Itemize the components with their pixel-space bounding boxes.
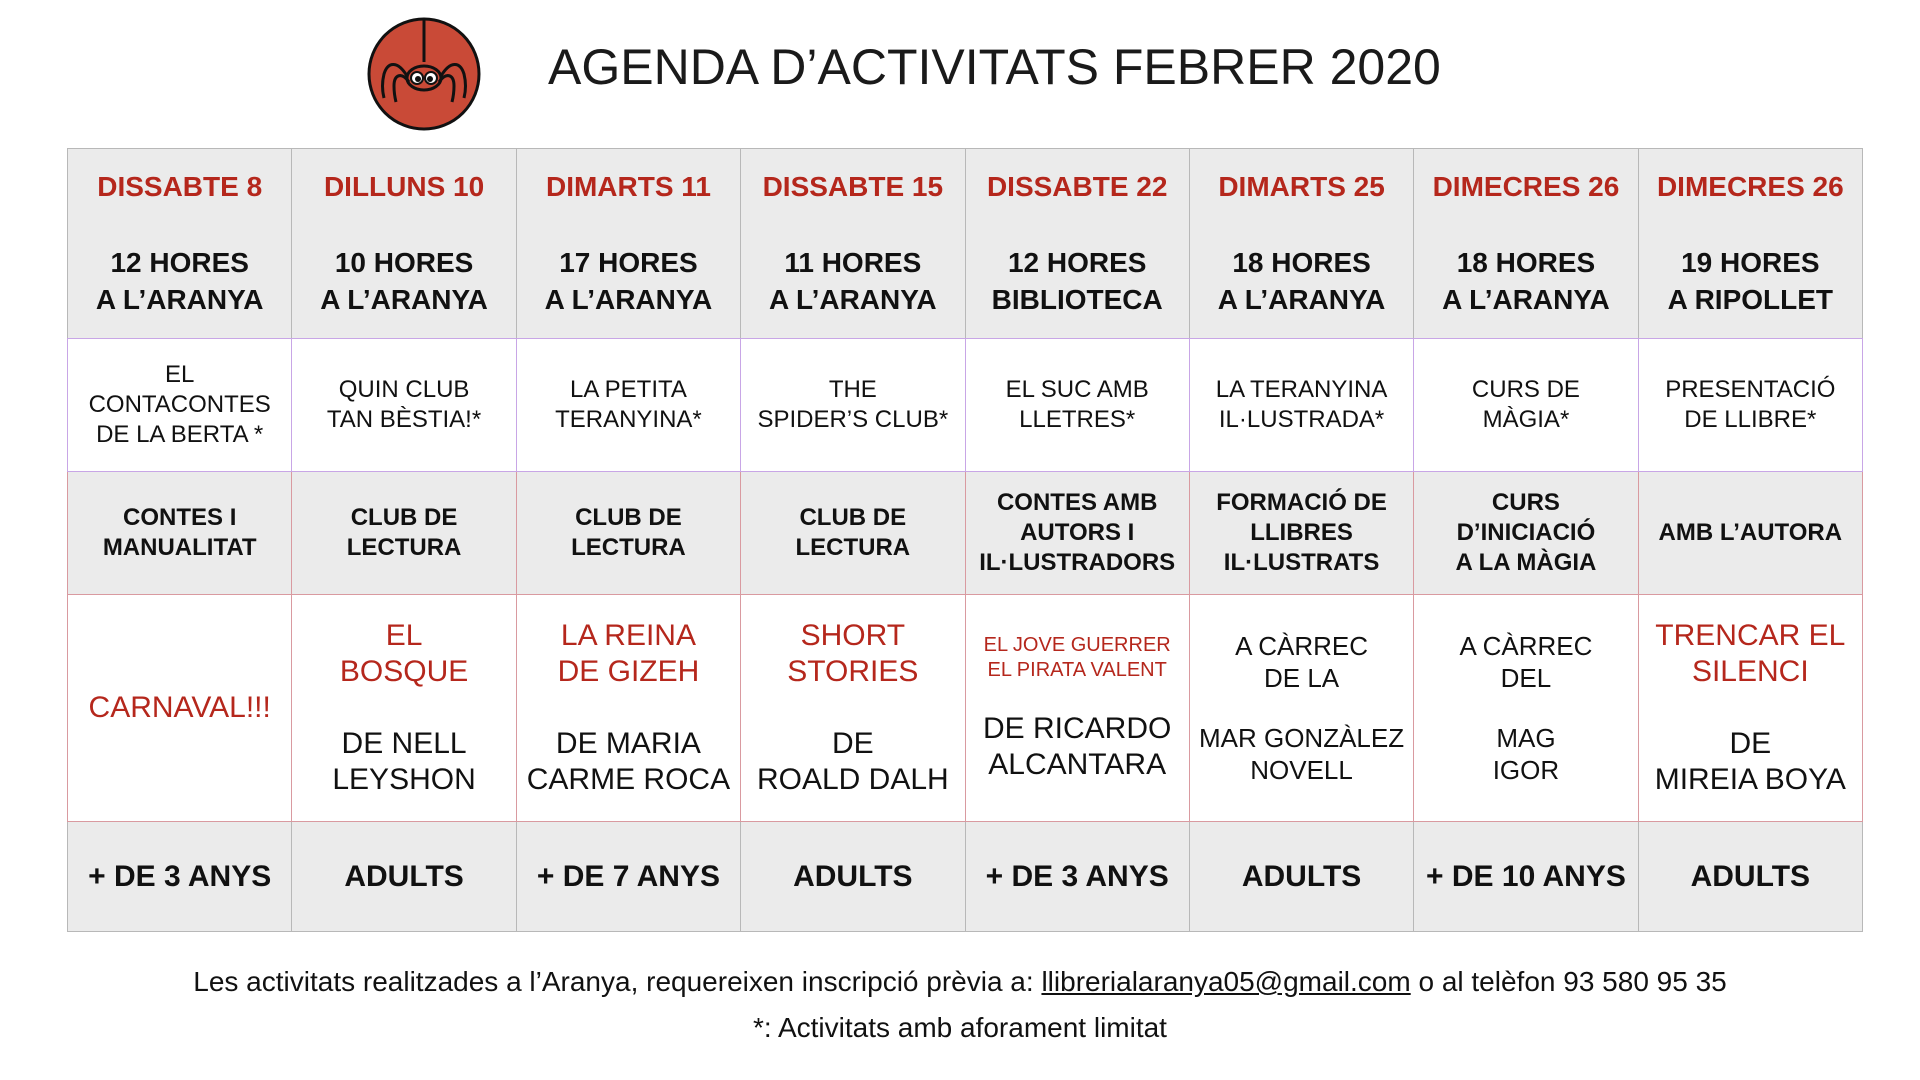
activity-title [970,375,1185,435]
book-title-line: BOSQUE [339,655,469,688]
row-title [68,339,1863,472]
activity-title-cell [1638,339,1862,472]
book-author-cell [1414,595,1638,822]
book-author [521,726,736,798]
day-label: DIMARTS 11 [545,170,711,202]
activity-title-cell [68,339,292,472]
book-title [521,618,736,690]
book-author-cell [292,595,516,822]
book-author-cell [68,595,292,822]
host-name [1194,722,1409,786]
activity-title-line: CURS DE [1471,376,1580,403]
book-title-line: TRENCAR EL [1655,619,1846,652]
activity-type-cell [292,472,516,595]
activity-type-line: AUTORS I [1020,519,1135,546]
book-author-line: ROALD DALH [756,763,949,796]
book-title [970,633,1185,683]
activity-title-line: EL [165,361,195,388]
activity-type-cell [741,472,965,595]
activity-title-line: LA TERANYINA [1215,376,1388,403]
activity-type-line: CLUB DE [799,504,907,531]
activity-title-line: SPIDER’S CLUB* [757,406,949,433]
hour-label: 10 HORES [334,246,474,278]
activity-title [1643,375,1858,435]
activity-type-cell [965,472,1189,595]
registration-note [0,966,1920,998]
book-author [970,711,1185,783]
activity-title-cell [516,339,740,472]
book-author-cell [965,595,1189,822]
host-name-line: IGOR [1492,755,1560,785]
activity-type-line: LLIBRES [1250,519,1353,546]
activity-type-line: CONTES AMB [996,489,1158,516]
day-header-cell [292,149,516,339]
book-title [745,618,960,690]
place-label: A RIPOLLET [1667,283,1834,315]
activity-type-cell [1638,472,1862,595]
activity-title-cell [1414,339,1638,472]
book-title-line: DE GIZEH [557,655,700,688]
agenda-table [67,148,1863,932]
activity-title [521,375,736,435]
book-author-line: DE RICARDO [983,712,1172,745]
activity-title-line: TERANYINA* [555,406,702,433]
row-head [68,149,1863,339]
book-author-line: ALCANTARA [988,748,1167,781]
activity-type-line: LECTURA [795,534,911,561]
book-title-line: STORIES [787,655,919,688]
audience-age-cell: + DE 7 ANYS [516,822,740,932]
activity-title-line: QUIN CLUB [338,376,470,403]
row-type [68,472,1863,595]
activity-type-line: A LA MÀGIA [1455,549,1597,576]
spider-logo-icon [366,16,482,132]
day-header-cell [965,149,1189,339]
spacer [296,690,511,726]
hour-label: 12 HORES [1007,246,1147,278]
day-header-cell [741,149,965,339]
book-title [72,690,287,726]
host-name-line: MAR GONZÀLEZ [1198,723,1405,753]
activity-type-line: MANUALITAT [102,534,257,561]
day-label: DISSABTE 22 [986,170,1168,202]
host-intro [1418,630,1633,694]
place-label: A L’ARANYA [320,283,488,315]
book-author [745,726,960,798]
book-author-cell [1638,595,1862,822]
registration-text: Les activitats realitzades a l’Aranya, requereixen inscripció prèvia a: [193,966,1042,997]
activity-title-line: CONTACONTES [88,391,271,418]
book-title-line: EL JOVE GUERRER [983,634,1171,656]
book-author-line: DE MARIA [555,727,701,760]
book-author-line: LEYSHON [332,763,476,796]
activity-type-cell [68,472,292,595]
audience-age-cell: + DE 10 ANYS [1414,822,1638,932]
spacer [1643,690,1858,726]
activity-type-line: FORMACIÓ DE [1216,489,1387,516]
spacer [745,690,960,726]
limited-capacity-note: *: Activitats amb aforament limitat [753,1012,1167,1043]
activity-title [1194,375,1409,435]
book-title-line: EL [385,619,423,652]
host-intro-line: A CÀRREC [1235,631,1369,661]
place-label: A L’ARANYA [1217,283,1386,315]
place-label: A L’ARANYA [95,283,264,315]
activity-title-cell [292,339,516,472]
hour-label: 11 HORES [784,246,922,278]
phone-text: o al telèfon 93 580 95 35 [1410,966,1727,997]
activity-title-line: LLETRES* [1019,406,1136,433]
book-author-line: CARME ROCA [526,763,731,796]
audience-age-cell: ADULTS [292,822,516,932]
book-author-line: DE NELL [341,727,467,760]
activity-title-line: PRESENTACIÓ [1665,376,1836,403]
book-title-line: LA REINA [560,619,696,652]
activity-title-line: THE [828,376,877,403]
day-label: DIMARTS 25 [1218,170,1385,202]
audience-age-cell: + DE 3 ANYS [965,822,1189,932]
book-title-line: EL PIRATA VALENT [987,659,1167,681]
activity-type-line: AMB L’AUTORA [1658,519,1843,546]
book-title-line: CARNAVAL!!! [88,691,271,724]
activity-type-line: CURS [1491,489,1560,516]
hour-label: 19 HORES [1681,246,1820,278]
book-author-line: DE [1729,727,1772,760]
hour-label: 18 HORES [1232,246,1371,278]
host-intro [1194,630,1409,694]
book-author-line: MIREIA BOYA [1654,763,1846,796]
activity-type-line: LECTURA [571,534,686,561]
day-label: DISSABTE 8 [97,170,263,202]
audience-age-cell: ADULTS [741,822,965,932]
spacer [521,690,736,726]
host-name [1418,722,1633,786]
book-author-cell [741,595,965,822]
activity-type-line: IL·LUSTRATS [1223,549,1380,576]
host-name-line: MAG [1496,723,1556,753]
day-header-cell [1414,149,1638,339]
activity-type-cell [1189,472,1413,595]
book-author-cell [516,595,740,822]
book-title [1643,618,1858,690]
audience-age-cell: + DE 3 ANYS [68,822,292,932]
activity-type-line: D’INICIACIÓ [1456,519,1596,546]
day-label: DIMECRES 26 [1656,170,1844,202]
activity-title-line: EL SUC AMB [1005,376,1149,403]
audience-age-cell: ADULTS [1189,822,1413,932]
activity-title-line: TAN BÈSTIA!* [326,406,482,433]
place-label: A L’ARANYA [769,283,937,315]
day-header-cell [68,149,292,339]
activity-title-line: DE LLIBRE* [1684,406,1817,433]
book-title-line: SILENCI [1691,655,1809,688]
day-header-cell [516,149,740,339]
row-book [68,595,1863,822]
activity-type-line: IL·LUSTRADORS [979,549,1176,576]
day-label: DIMECRES 26 [1432,170,1620,202]
host-intro-line: A CÀRREC [1459,631,1593,661]
page-title: AGENDA D’ACTIVITATS FEBRER 2020 [548,39,1441,95]
activity-type-cell [516,472,740,595]
activity-title [745,375,960,435]
host-intro-line: DEL [1500,663,1552,693]
book-author-cell [1189,595,1413,822]
activity-type-line: LECTURA [346,534,462,561]
spacer [1194,694,1409,722]
book-author-line: DE [831,727,874,760]
book-author [1643,726,1858,798]
day-header-cell [1638,149,1862,339]
day-header-cell [1189,149,1413,339]
activity-type-line: CLUB DE [575,504,682,531]
day-label: DISSABTE 15 [762,170,944,202]
activity-title-line: DE LA BERTA * [96,421,264,448]
activity-title-line: IL·LUSTRADA* [1218,406,1385,433]
audience-age-cell: ADULTS [1638,822,1862,932]
activity-title [296,375,511,435]
activity-title-cell [1189,339,1413,472]
book-author [296,726,511,798]
activity-title [72,360,287,450]
book-title-line: SHORT [800,619,906,652]
activity-title-cell [965,339,1189,472]
activity-type-cell [1414,472,1638,595]
day-label: DILLUNS 10 [323,170,485,202]
host-intro-line: DE LA [1263,663,1340,693]
hour-label: 18 HORES [1456,246,1596,278]
spacer [970,683,1185,711]
email-link[interactable]: llibrerialaranya05@gmail.com [1041,966,1411,997]
place-label: A L’ARANYA [544,283,713,315]
activity-title [1418,375,1633,435]
hour-label: 17 HORES [559,246,698,278]
activity-type-line: CONTES I [123,504,237,531]
place-label: BIBLIOTECA [991,283,1163,315]
activity-title-cell [741,339,965,472]
spacer [1418,694,1633,722]
host-name-line: NOVELL [1250,755,1353,785]
activity-title-line: LA PETITA [569,376,687,403]
row-age [68,822,1863,932]
activity-type-line: CLUB DE [350,504,458,531]
hour-label: 12 HORES [110,246,249,278]
book-title [296,618,511,690]
place-label: A L’ARANYA [1442,283,1610,315]
activity-title-line: MÀGIA* [1482,406,1570,433]
